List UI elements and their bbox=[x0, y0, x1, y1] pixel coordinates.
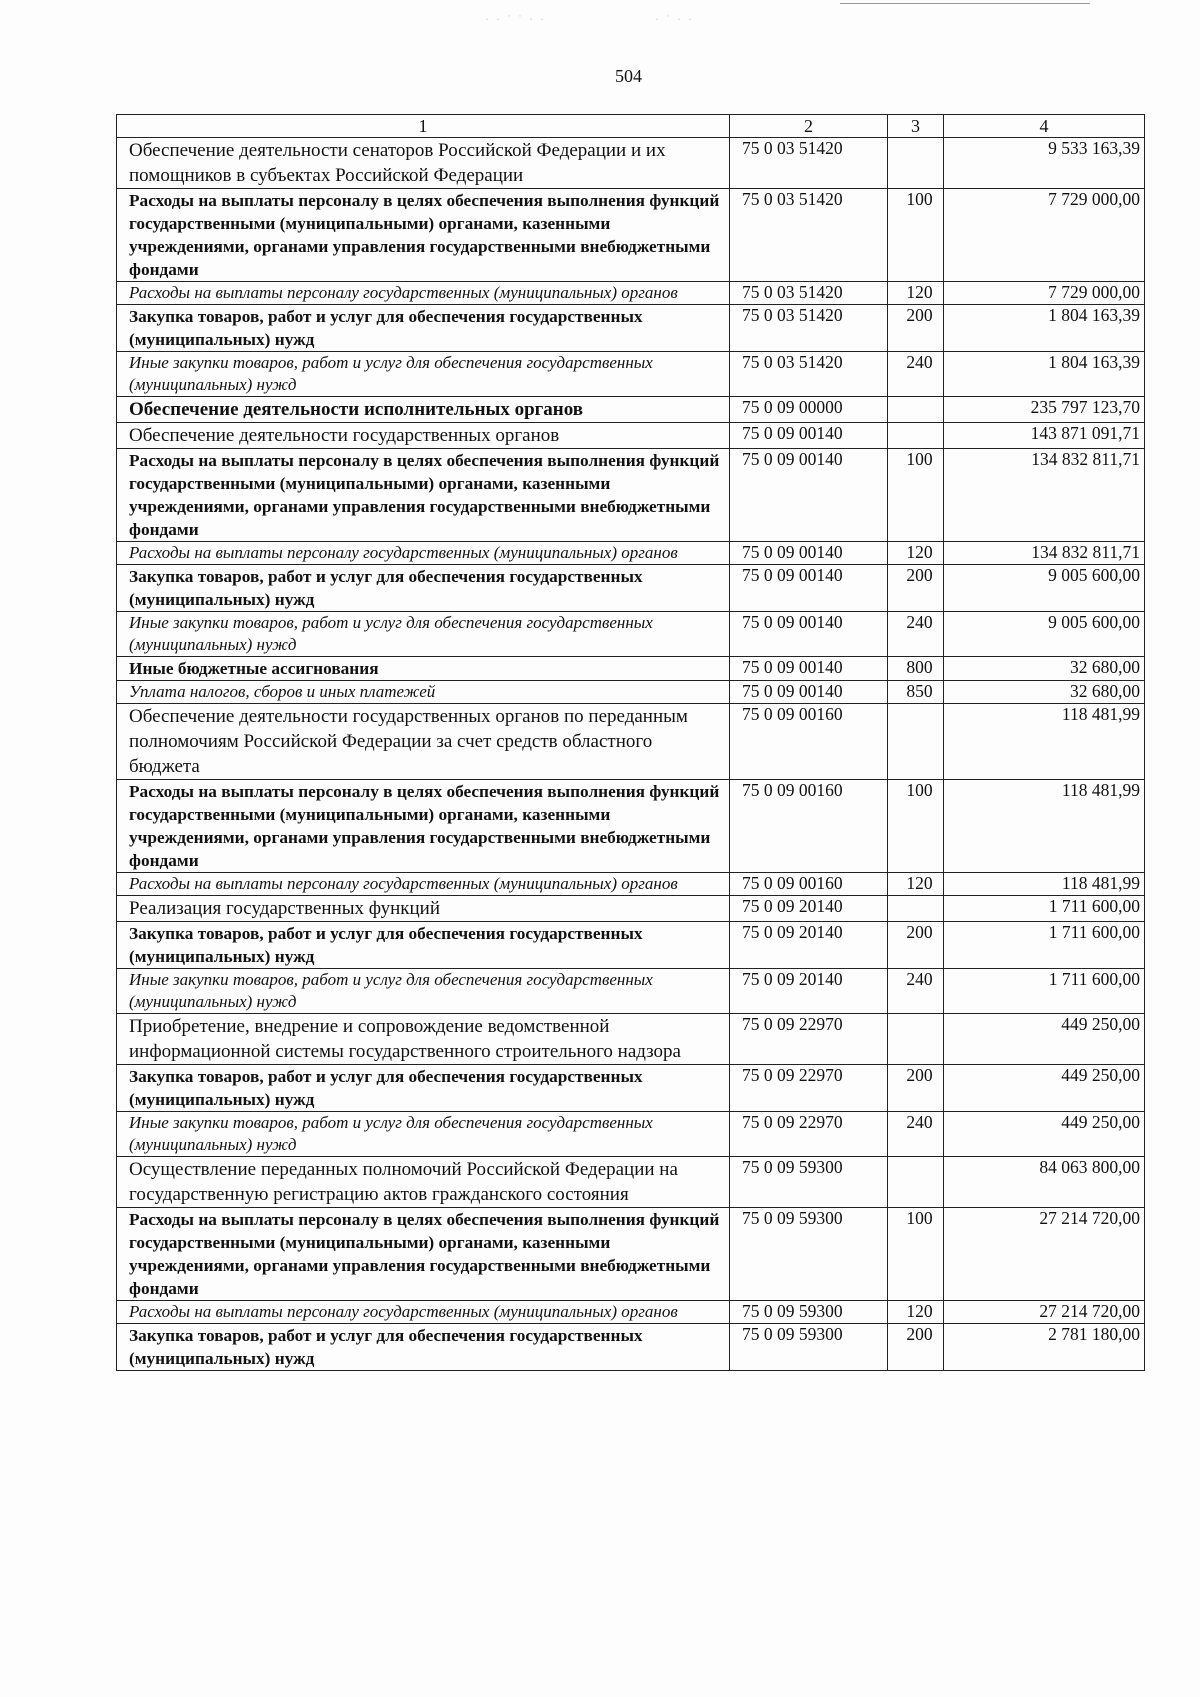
row-code-cell: 75 0 09 20140 bbox=[730, 969, 888, 1014]
row-code-cell: 75 0 09 00160 bbox=[730, 780, 888, 873]
column-header: 1 bbox=[117, 115, 730, 138]
row-name-cell: Иные закупки товаров, работ и услуг для обеспечения государственных (муниципальных) нужд bbox=[117, 352, 730, 397]
table-row bbox=[117, 922, 1145, 969]
row-name-cell: Обеспечение деятельности государственных органов по переданным полномочиям Российской Федерации за счет средств областного бюджета bbox=[117, 704, 730, 780]
row-name-cell: Закупка товаров, работ и услуг для обеспечения государственных (муниципальных) нужд bbox=[117, 1065, 730, 1112]
row-amount-cell: 84 063 800,00 bbox=[944, 1157, 1145, 1208]
row-type-cell bbox=[888, 423, 944, 449]
table-row bbox=[117, 1112, 1145, 1157]
row-amount-cell: 134 832 811,71 bbox=[944, 449, 1145, 542]
table-row bbox=[117, 1301, 1145, 1324]
row-amount-cell: 27 214 720,00 bbox=[944, 1301, 1145, 1324]
table-row bbox=[117, 1065, 1145, 1112]
table-row bbox=[117, 969, 1145, 1014]
row-name-cell: Закупка товаров, работ и услуг для обеспечения государственных (муниципальных) нужд bbox=[117, 305, 730, 352]
row-amount-cell: 134 832 811,71 bbox=[944, 542, 1145, 565]
row-type-cell bbox=[888, 1014, 944, 1065]
row-type-cell: 240 bbox=[888, 612, 944, 657]
row-amount-cell: 449 250,00 bbox=[944, 1014, 1145, 1065]
row-type-cell bbox=[888, 896, 944, 922]
table-row bbox=[117, 873, 1145, 896]
row-amount-cell: 9 005 600,00 bbox=[944, 565, 1145, 612]
table-row bbox=[117, 138, 1145, 189]
row-name-cell: Расходы на выплаты персоналу государственных (муниципальных) органов bbox=[117, 873, 730, 896]
row-name-cell: Закупка товаров, работ и услуг для обеспечения государственных (муниципальных) нужд bbox=[117, 565, 730, 612]
row-name-cell: Обеспечение деятельности исполнительных органов bbox=[117, 397, 730, 423]
row-name-cell: Приобретение, внедрение и сопровождение ведомственной информационной системы государственного строительного надзора bbox=[117, 1014, 730, 1065]
row-name-cell: Иные закупки товаров, работ и услуг для обеспечения государственных (муниципальных) нужд bbox=[117, 1112, 730, 1157]
row-code-cell: 75 0 09 59300 bbox=[730, 1324, 888, 1371]
table-row bbox=[117, 1324, 1145, 1371]
row-name-cell: Иные бюджетные ассигнования bbox=[117, 657, 730, 681]
row-code-cell: 75 0 09 59300 bbox=[730, 1157, 888, 1208]
table-row bbox=[117, 305, 1145, 352]
column-header: 3 bbox=[888, 115, 944, 138]
row-amount-cell: 9 005 600,00 bbox=[944, 612, 1145, 657]
row-amount-cell: 449 250,00 bbox=[944, 1112, 1145, 1157]
table-row bbox=[117, 1157, 1145, 1208]
scan-artifact: · ˙ · · bbox=[655, 12, 694, 26]
row-amount-cell: 27 214 720,00 bbox=[944, 1208, 1145, 1301]
row-type-cell: 200 bbox=[888, 922, 944, 969]
row-type-cell: 240 bbox=[888, 1112, 944, 1157]
row-amount-cell: 1 804 163,39 bbox=[944, 305, 1145, 352]
row-type-cell bbox=[888, 397, 944, 423]
row-type-cell: 100 bbox=[888, 780, 944, 873]
column-header: 2 bbox=[730, 115, 888, 138]
row-code-cell: 75 0 09 22970 bbox=[730, 1112, 888, 1157]
row-type-cell bbox=[888, 704, 944, 780]
row-amount-cell: 118 481,99 bbox=[944, 704, 1145, 780]
row-code-cell: 75 0 09 00160 bbox=[730, 704, 888, 780]
row-type-cell: 120 bbox=[888, 282, 944, 305]
table-row bbox=[117, 282, 1145, 305]
table-row bbox=[117, 449, 1145, 542]
row-amount-cell: 2 781 180,00 bbox=[944, 1324, 1145, 1371]
row-type-cell: 240 bbox=[888, 352, 944, 397]
row-name-cell: Иные закупки товаров, работ и услуг для обеспечения государственных (муниципальных) нужд bbox=[117, 612, 730, 657]
row-type-cell bbox=[888, 1157, 944, 1208]
row-name-cell: Осуществление переданных полномочий Российской Федерации на государственную регистрацию актов гражданского состояния bbox=[117, 1157, 730, 1208]
scan-edge-line bbox=[840, 3, 1090, 4]
row-name-cell: Иные закупки товаров, работ и услуг для обеспечения государственных (муниципальных) нужд bbox=[117, 969, 730, 1014]
row-type-cell: 100 bbox=[888, 1208, 944, 1301]
table-row bbox=[117, 565, 1145, 612]
row-code-cell: 75 0 09 00000 bbox=[730, 397, 888, 423]
row-type-cell: 800 bbox=[888, 657, 944, 681]
row-code-cell: 75 0 09 00160 bbox=[730, 873, 888, 896]
table-row bbox=[117, 352, 1145, 397]
table-header-row bbox=[117, 115, 1145, 138]
row-code-cell: 75 0 09 59300 bbox=[730, 1208, 888, 1301]
row-amount-cell: 1 804 163,39 bbox=[944, 352, 1145, 397]
table-row bbox=[117, 1014, 1145, 1065]
row-name-cell: Реализация государственных функций bbox=[117, 896, 730, 922]
row-type-cell: 850 bbox=[888, 681, 944, 704]
row-type-cell: 100 bbox=[888, 189, 944, 282]
row-amount-cell: 143 871 091,71 bbox=[944, 423, 1145, 449]
table-row bbox=[117, 612, 1145, 657]
row-type-cell: 120 bbox=[888, 1301, 944, 1324]
row-name-cell: Расходы на выплаты персоналу в целях обеспечения выполнения функций государственными (муниципальными) органами, казенными учреждениями, органами управления государственными внебюджетными фондами bbox=[117, 189, 730, 282]
table-row bbox=[117, 189, 1145, 282]
row-code-cell: 75 0 03 51420 bbox=[730, 189, 888, 282]
row-amount-cell: 7 729 000,00 bbox=[944, 282, 1145, 305]
row-name-cell: Уплата налогов, сборов и иных платежей bbox=[117, 681, 730, 704]
row-amount-cell: 118 481,99 bbox=[944, 873, 1145, 896]
row-code-cell: 75 0 09 00140 bbox=[730, 423, 888, 449]
row-amount-cell: 118 481,99 bbox=[944, 780, 1145, 873]
row-code-cell: 75 0 09 22970 bbox=[730, 1065, 888, 1112]
row-name-cell: Расходы на выплаты персоналу в целях обеспечения выполнения функций государственными (муниципальными) органами, казенными учреждениями, органами управления государственными внебюджетными фондами bbox=[117, 1208, 730, 1301]
row-amount-cell: 1 711 600,00 bbox=[944, 896, 1145, 922]
row-code-cell: 75 0 03 51420 bbox=[730, 282, 888, 305]
column-header: 4 bbox=[944, 115, 1145, 138]
row-code-cell: 75 0 09 22970 bbox=[730, 1014, 888, 1065]
row-amount-cell: 9 533 163,39 bbox=[944, 138, 1145, 189]
page-number: 504 bbox=[615, 66, 642, 86]
row-name-cell: Расходы на выплаты персоналу в целях обеспечения выполнения функций государственными (муниципальными) органами, казенными учреждениями, органами управления государственными внебюджетными фондами bbox=[117, 780, 730, 873]
table-row bbox=[117, 397, 1145, 423]
row-amount-cell: 235 797 123,70 bbox=[944, 397, 1145, 423]
row-type-cell: 120 bbox=[888, 542, 944, 565]
row-type-cell bbox=[888, 138, 944, 189]
table-row bbox=[117, 423, 1145, 449]
row-code-cell: 75 0 09 00140 bbox=[730, 449, 888, 542]
row-amount-cell: 1 711 600,00 bbox=[944, 922, 1145, 969]
row-code-cell: 75 0 09 20140 bbox=[730, 896, 888, 922]
row-code-cell: 75 0 03 51420 bbox=[730, 305, 888, 352]
table-row bbox=[117, 780, 1145, 873]
table-body bbox=[117, 138, 1145, 1371]
row-amount-cell: 32 680,00 bbox=[944, 657, 1145, 681]
row-type-cell: 200 bbox=[888, 565, 944, 612]
row-amount-cell: 32 680,00 bbox=[944, 681, 1145, 704]
row-amount-cell: 1 711 600,00 bbox=[944, 969, 1145, 1014]
row-name-cell: Расходы на выплаты персоналу государственных (муниципальных) органов bbox=[117, 1301, 730, 1324]
table-row bbox=[117, 542, 1145, 565]
row-name-cell: Закупка товаров, работ и услуг для обеспечения государственных (муниципальных) нужд bbox=[117, 1324, 730, 1371]
row-name-cell: Расходы на выплаты персоналу государственных (муниципальных) органов bbox=[117, 542, 730, 565]
row-name-cell: Обеспечение деятельности государственных органов bbox=[117, 423, 730, 449]
row-code-cell: 75 0 09 59300 bbox=[730, 1301, 888, 1324]
table-row bbox=[117, 657, 1145, 681]
row-code-cell: 75 0 09 20140 bbox=[730, 922, 888, 969]
row-amount-cell: 449 250,00 bbox=[944, 1065, 1145, 1112]
row-code-cell: 75 0 09 00140 bbox=[730, 565, 888, 612]
row-type-cell: 120 bbox=[888, 873, 944, 896]
table-row bbox=[117, 704, 1145, 780]
row-code-cell: 75 0 09 00140 bbox=[730, 612, 888, 657]
row-type-cell: 200 bbox=[888, 1065, 944, 1112]
scan-artifact: · · ˙ ˙ · · bbox=[485, 12, 546, 26]
row-type-cell: 200 bbox=[888, 305, 944, 352]
budget-table bbox=[116, 114, 1145, 1371]
row-code-cell: 75 0 03 51420 bbox=[730, 138, 888, 189]
row-type-cell: 100 bbox=[888, 449, 944, 542]
row-type-cell: 200 bbox=[888, 1324, 944, 1371]
row-name-cell: Закупка товаров, работ и услуг для обеспечения государственных (муниципальных) нужд bbox=[117, 922, 730, 969]
row-name-cell: Обеспечение деятельности сенаторов Российской Федерации и их помощников в субъектах Российской Федерации bbox=[117, 138, 730, 189]
table-row bbox=[117, 1208, 1145, 1301]
row-name-cell: Расходы на выплаты персоналу государственных (муниципальных) органов bbox=[117, 282, 730, 305]
row-code-cell: 75 0 03 51420 bbox=[730, 352, 888, 397]
table-row bbox=[117, 896, 1145, 922]
row-name-cell: Расходы на выплаты персоналу в целях обеспечения выполнения функций государственными (муниципальными) органами, казенными учреждениями, органами управления государственными внебюджетными фондами bbox=[117, 449, 730, 542]
table-row bbox=[117, 681, 1145, 704]
row-code-cell: 75 0 09 00140 bbox=[730, 542, 888, 565]
row-code-cell: 75 0 09 00140 bbox=[730, 657, 888, 681]
row-amount-cell: 7 729 000,00 bbox=[944, 189, 1145, 282]
row-code-cell: 75 0 09 00140 bbox=[730, 681, 888, 704]
row-type-cell: 240 bbox=[888, 969, 944, 1014]
